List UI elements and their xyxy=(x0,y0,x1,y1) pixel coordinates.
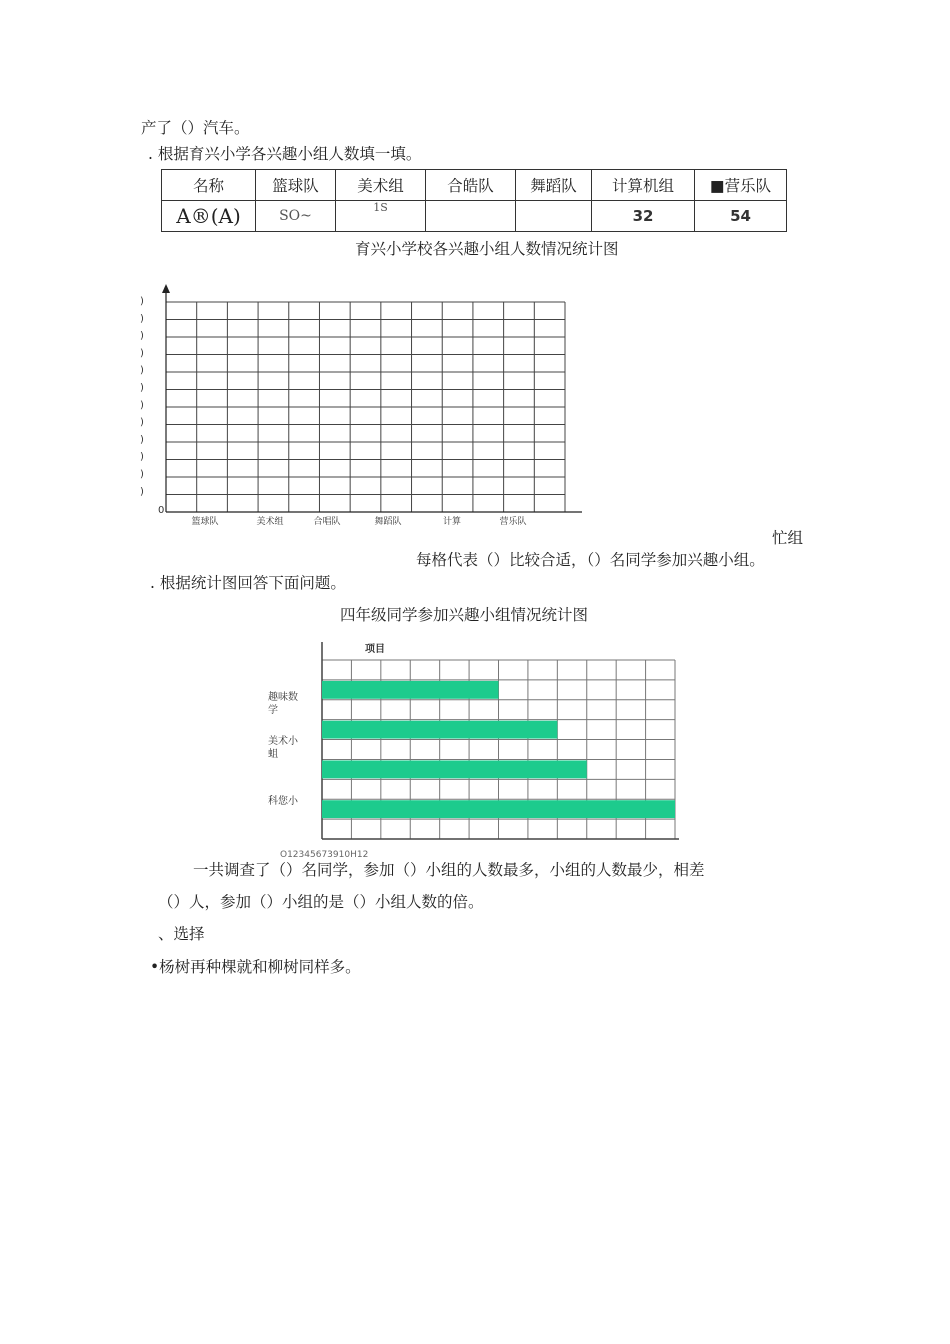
category-label: 蛆 xyxy=(268,749,278,760)
interest-group-table xyxy=(161,169,787,232)
table-header-cell: 舞蹈队 xyxy=(516,170,592,201)
axis-label: 项目 xyxy=(365,644,385,655)
x-axis-category-label: 篮球队 xyxy=(191,517,219,527)
question-3-prompt: . 根据统计图回答下面问题。 xyxy=(150,574,346,592)
y-axis-blank-mark: ) xyxy=(140,382,144,394)
y-axis-zero-label: 0 xyxy=(158,505,165,516)
table-value-cell[interactable] xyxy=(426,201,516,232)
y-axis-blank-mark: ) xyxy=(140,486,144,498)
data-bar xyxy=(322,721,557,739)
chart2-title: 四年级同学参加兴趣小组情况统计图 xyxy=(340,606,589,624)
data-bar xyxy=(322,760,587,778)
table-value-cell[interactable]: SO~ xyxy=(256,201,336,232)
table-header-cell: 名称 xyxy=(162,170,256,201)
table-header-row xyxy=(162,170,787,201)
table-value-cell[interactable]: 54 xyxy=(695,201,787,232)
y-axis-blank-mark: ) xyxy=(140,365,144,377)
y-axis-blank-mark: ) xyxy=(140,330,144,342)
table-value-cell[interactable]: 32 xyxy=(592,201,695,232)
horizontal-bar-chart xyxy=(255,632,695,860)
blank-bar-chart-grid xyxy=(130,280,600,530)
y-axis-blank-mark: ) xyxy=(140,296,144,307)
table-header-cell: 合皓队 xyxy=(426,170,516,201)
category-label: 趣味数 xyxy=(268,692,298,703)
table-header-cell: 美术组 xyxy=(336,170,426,201)
y-axis-blank-mark: ) xyxy=(140,434,144,446)
question-4-line-1: 一共调查了（）名同学，参加（）小组的人数最多，小组的人数最少，相差 xyxy=(193,861,705,879)
category-label: 学 xyxy=(268,705,278,716)
data-bar xyxy=(322,681,499,699)
data-bar xyxy=(322,800,675,818)
table-value-row xyxy=(162,201,787,232)
y-axis-blank-mark: ) xyxy=(140,469,144,480)
question-2-prompt: . 根据育兴小学各兴趣小组人数填一填。 xyxy=(148,145,422,163)
y-axis-blank-mark: ) xyxy=(140,417,144,429)
x-axis-category-label: 美术组 xyxy=(256,517,284,527)
x-axis-tick-labels: O12345673910H12 xyxy=(280,850,369,860)
x-axis-category-label: 计算 xyxy=(442,517,462,527)
question-4-line-2: （）人，参加（）小组的是（）小组人数的倍。 xyxy=(158,893,484,911)
choice-bullet-1: •杨树再种棵就和柳树同样多。 xyxy=(150,958,361,976)
category-label: 美术小 xyxy=(268,736,298,747)
table-value-cell[interactable]: 1S xyxy=(336,201,426,232)
y-axis-blank-mark: ) xyxy=(140,313,144,325)
table-value-cell: A®(A) xyxy=(162,201,256,232)
chart1-caption: 每格代表（）比较合适，（）名同学参加兴趣小组。 xyxy=(416,551,765,569)
x-axis-category-label: 舞蹈队 xyxy=(374,517,402,527)
y-axis-arrow xyxy=(162,284,170,293)
section-heading-choice: 、选择 xyxy=(158,925,205,943)
y-axis-blank-mark: ) xyxy=(140,451,144,463)
table-header-cell: 篮球队 xyxy=(256,170,336,201)
y-axis-blank-mark: ) xyxy=(140,347,144,359)
category-label: 科您小 xyxy=(268,796,298,807)
table-header-cell: ■营乐队 xyxy=(695,170,787,201)
table-header-cell: 计算机组 xyxy=(592,170,695,201)
side-note: 忙组 xyxy=(772,529,804,547)
chart1-title: 育兴小学校各兴趣小组人数情况统计图 xyxy=(355,240,619,258)
x-axis-category-label: 合唱队 xyxy=(313,517,341,527)
text-line-1: 产了（）汽车。 xyxy=(141,119,250,137)
x-axis-category-label: 营乐队 xyxy=(499,517,527,527)
y-axis-blank-mark: ) xyxy=(140,399,144,411)
table-value-cell[interactable] xyxy=(516,201,592,232)
